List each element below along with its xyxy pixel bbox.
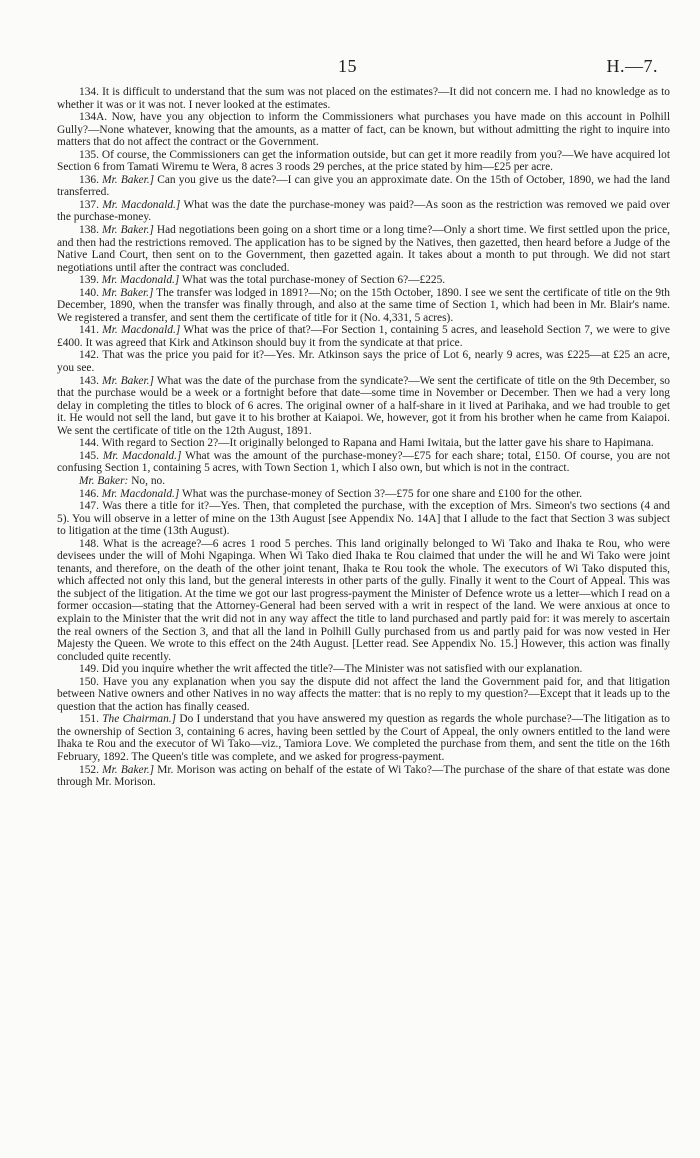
speaker-name: Mr. Macdonald.]	[101, 487, 180, 500]
testimony-paragraph	[57, 324, 670, 349]
question-number: 146.	[79, 487, 99, 500]
question-number: 145.	[79, 449, 99, 462]
question-number: 137.	[79, 198, 99, 211]
testimony-paragraph	[57, 500, 670, 538]
speaker-name: Mr. Macdonald.]	[102, 324, 181, 337]
testimony-paragraph	[57, 475, 670, 488]
document-reference: H.—7.	[606, 56, 658, 76]
paragraph-text: Had negotiations been going on a short time or a long time?—Only a short time. We first settled upon the price, and then had the restrictions removed. The application has to be signed by the Natives, then gazetted, then heard before a Judge of the Native Land Court, then sent on to the Government, then gazetted again. It takes about a month to put through. We did not start negotiations until after the contract was concluded.	[57, 224, 671, 274]
question-number: 143.	[79, 374, 99, 387]
paragraph-text: Was there a title for it?—Yes. Then, that completed the purchase, with the exception of Mrs. Simeon's two sections (4 and 5). You will observe in a letter of mine on the 13th August [see Appendix No. 14A] that I allude to the fact that Section 3 was subject to litigation at the time (13th August).	[57, 500, 670, 538]
paragraph-text: Did you inquire whether the writ affected the title?—The Minister was not satisfied with our explanation.	[101, 663, 583, 676]
speaker-name: Mr. Baker.]	[101, 286, 154, 299]
question-number: 144.	[79, 437, 99, 450]
paragraph-text: It is difficult to understand that the sum was not placed on the estimates?—It did not concern me. I had no knowledge as to whether it was or it was not. I never looked at the estimates.	[57, 86, 670, 111]
testimony-paragraph	[57, 287, 670, 325]
testimony-paragraph	[57, 538, 670, 663]
paragraph-text: Now, have you any objection to inform the Commissioners what purchases you have made on this account in Polhill Gully?—None whatever, knowing that the amounts, as a matter of fact, can be known, but without admitting the right to inquire into matters that do not affect the contract or the Government.	[57, 111, 670, 149]
question-number: 134.	[79, 86, 99, 98]
testimony-paragraph	[57, 149, 670, 174]
paragraph-text: What was the total purchase-money of Section 6?—£225.	[181, 274, 446, 287]
question-number: 152.	[79, 763, 99, 776]
paragraph-text: Of course, the Commissioners can get the information outside, but can get it more readily from you?—We have acquired lot Section 6 from Tamati Wiremu te Wera, 8 acres 3 roods 29 perches, at the price stated by him—£25 per acre.	[57, 148, 670, 174]
paragraph-text: The transfer was lodged in 1891?—No; on the 15th October, 1890. I see we sent the certificate of title on the 9th December, 1890, when the transfer was finally through, and also at the same time of Section 1, which had been in Mr. Blair's name. We registered a transfer, and sent them the certificate of title for it (No. 4,331, 5 acres).	[57, 286, 670, 324]
question-number: 142.	[79, 349, 99, 362]
testimony-body	[57, 86, 670, 789]
testimony-paragraph	[57, 274, 670, 287]
speaker-name: The Chairman.]	[102, 713, 177, 726]
paragraph-text: Mr. Morison was acting on behalf of the estate of Wi Tako?—The purchase of the share of that estate was done through Mr. Morison.	[57, 763, 670, 789]
paragraph-text: With regard to Section 2?—It originally belonged to Rapana and Hami Iwitaia, but the latter gave his share to Hapimana.	[101, 437, 654, 450]
speaker-name: Mr. Baker.]	[102, 763, 155, 776]
testimony-paragraph	[57, 111, 670, 149]
page-header	[0, 56, 700, 80]
question-number: 149.	[79, 663, 99, 676]
speaker-name: Mr. Macdonald.]	[101, 274, 180, 287]
testimony-paragraph	[57, 437, 670, 450]
page-number: 15	[338, 56, 357, 76]
testimony-paragraph	[57, 764, 670, 789]
question-number: 147.	[79, 500, 99, 513]
question-number: 140.	[79, 286, 99, 299]
question-number: 136.	[79, 173, 99, 186]
testimony-paragraph	[57, 713, 670, 763]
testimony-paragraph	[57, 450, 670, 475]
testimony-paragraph	[57, 174, 670, 199]
testimony-paragraph	[57, 488, 670, 501]
testimony-paragraph	[57, 349, 670, 374]
speaker-name: Mr. Macdonald.]	[102, 198, 181, 211]
paragraph-text: What was the amount of the purchase-money?—£75 for each share; total, £150. Of course, you are not confusing Section 1, containing 5 acres, with Town Section 1, which I also own, but which is not in the contract.	[57, 449, 670, 475]
testimony-paragraph	[57, 199, 670, 224]
question-number: 139.	[79, 274, 99, 287]
speaker-name: Mr. Baker.]	[102, 374, 154, 387]
speaker-name: Mr. Baker.]	[102, 224, 154, 237]
testimony-paragraph	[57, 375, 670, 438]
paragraph-text: Have you any explanation when you say the dispute did not affect the land the Government paid for, and that litigation between Native owners and other Natives in no way affects the matter: that is no reply to my question?—Except that it leads up to the question that the action has finally ceased.	[57, 675, 670, 713]
paragraph-text: What was the date the purchase-money was paid?—As soon as the restriction was removed we paid over the purchase-money.	[57, 198, 670, 224]
testimony-paragraph	[57, 86, 670, 111]
paragraph-text: That was the price you paid for it?—Yes. Mr. Atkinson says the price of Lot 6, nearly 9 acres, was £225—at £25 an acre, you see.	[57, 349, 670, 375]
testimony-paragraph	[57, 676, 670, 714]
question-number: 138.	[79, 224, 99, 237]
paragraph-text: Can you give us the date?—I can give you an approximate date. On the 15th of October, 1890, we had the land transferred.	[57, 173, 670, 199]
question-number: 134A.	[79, 111, 108, 124]
testimony-paragraph	[57, 663, 670, 676]
paragraph-text: Do I understand that you have answered my question as regards the whole purchase?—The litigation as to the ownership of Section 3, containing 6 acres, having been settled by the Court of Appeal, the only owners entitled to the land were Ihaka te Rou and the executor of Wi Tako—viz., Tamiora Love. We completed the purchase from them, and sent the title on the 16th February, 1892. The Queen's title was complete, and we asked for progress-payment.	[57, 713, 671, 763]
speaker-name: Mr. Baker:	[79, 474, 129, 487]
speaker-name: Mr. Baker.]	[102, 173, 155, 186]
speaker-name: Mr. Macdonald.]	[102, 449, 182, 462]
paragraph-text: What was the date of the purchase from the syndicate?—We sent the certificate of title on the 9th December, so that the purchase would be a week or a fortnight before that date—some time in November or December. Then we had a very long delay in completing the titles to block of 6 acres. The original owner of a half-share in it lived at Parihaka, and we had trouble to get it. He would not sell the land, but gave it to his brother at Kaiapoi. We, however, got it from his brother when he came from Kaiapoi. We sent the certificate of title on the 12th August, 1891.	[57, 374, 670, 437]
paragraph-text: What is the acreage?—6 acres 1 rood 5 perches. This land originally belonged to Wi Tako and Ihaka te Rou, who were devisees under the will of Mohi Ngapinga. When Wi Tako died Ihaka te Rou claimed that under the will he and Wi Tako were joint tenants, and therefore, on the death of the other joint tenant, Ihaka te Rou took the whole. The executors of Wi Tako disputed this, which affected not only this land, but the general interests in other parts of the gully. Finally it went to the Court of Appeal. This was the subject of the litigation. At the time we got our last progress-payment the Minister of Defence wrote us a letter—which I read on a former occasion—stating that the Attorney-General had been served with a writ in respect of the land. We were anxious at once to explain to the Minister that the writ did not in any way affect the title to land purchased and partly paid for: it was merely to ascertain the real owners of the Section 3, and that all the land in Polhill Gully purchased from us and partly paid for was now vested in Her Majesty the Queen. We wrote to this effect on the 24th August. [Letter read. See Appendix No. 15.] However, this action was finally concluded quite recently.	[57, 537, 670, 663]
question-number: 150.	[79, 675, 99, 688]
testimony-paragraph	[57, 224, 670, 274]
question-number: 135.	[79, 148, 99, 161]
question-number: 151.	[79, 713, 99, 726]
question-number: 141.	[79, 324, 99, 337]
question-number: 148.	[79, 537, 99, 550]
paragraph-text: What was the purchase-money of Section 3?—£75 for one share and £100 for the other.	[181, 487, 583, 500]
paragraph-text: What was the price of that?—For Section 1, containing 5 acres, and leasehold Section 7, we were to give £400. It was agreed that Kirk and Atkinson should buy it from the syndicate at that price.	[57, 324, 670, 349]
paragraph-text: No, no.	[131, 474, 166, 487]
